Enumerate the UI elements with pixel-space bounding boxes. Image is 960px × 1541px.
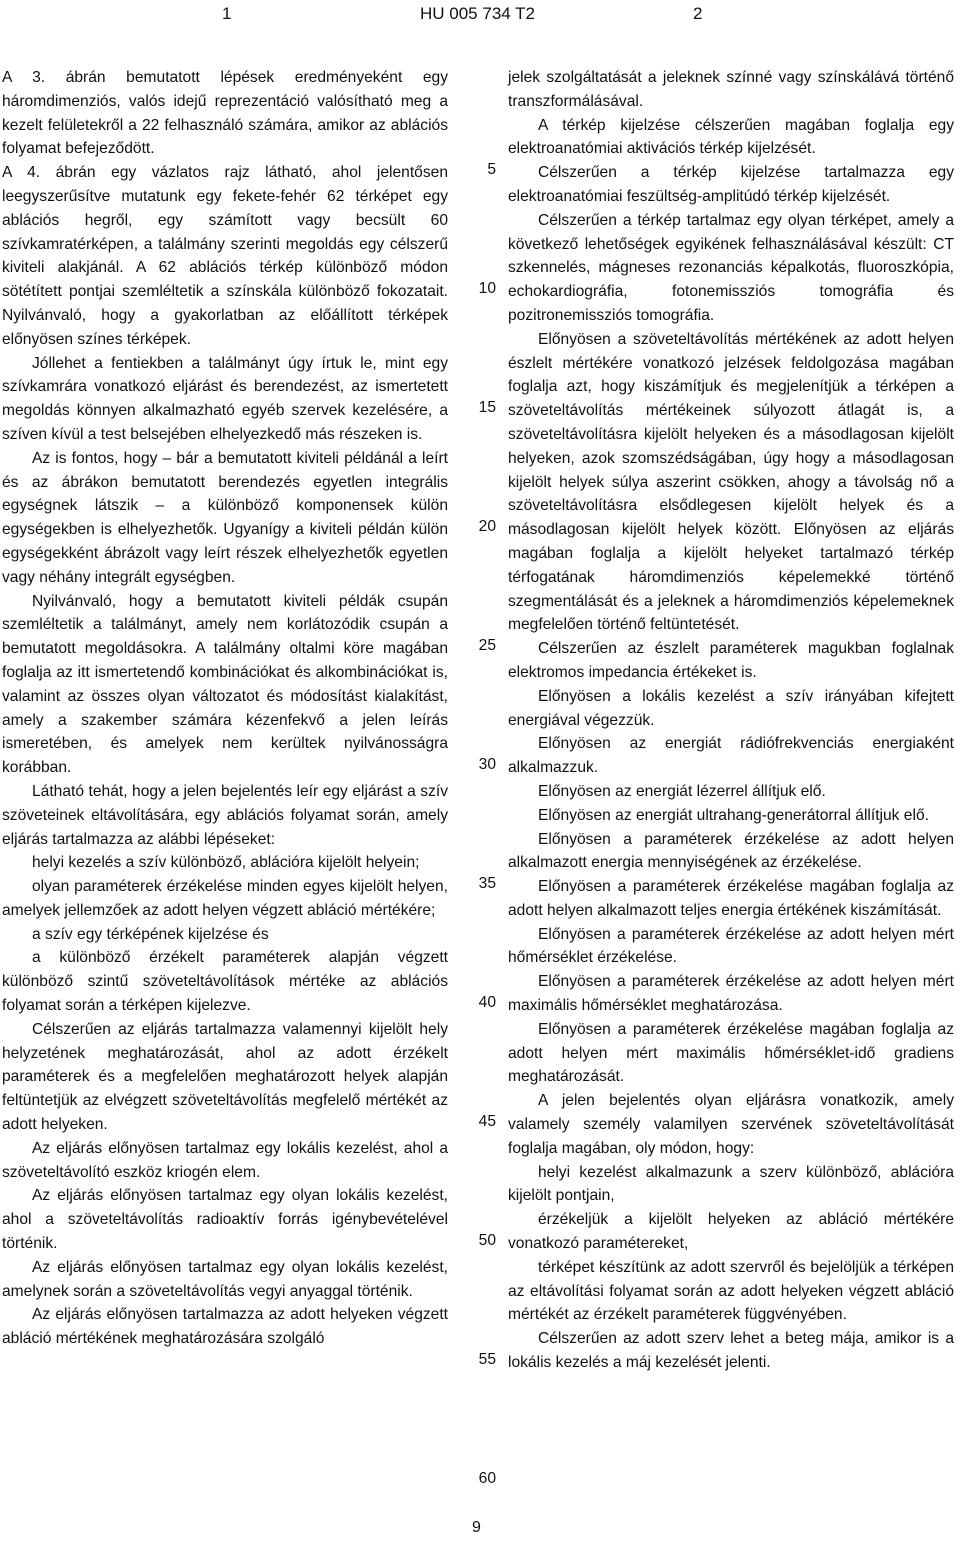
line-number: 5 bbox=[487, 161, 496, 178]
paragraph: jelek szolgáltatását a jeleknek színné vagy színskálává történő transzformálásával. bbox=[508, 69, 954, 110]
paragraph: Előnyösen a lokális kezelést a szív irányában kifejtett energiával végezzük. bbox=[508, 687, 954, 729]
paragraph: Előnyösen az energiát rádiófrekvenciás energiaként alkalmazzuk. bbox=[508, 735, 954, 777]
header-page-right: 2 bbox=[693, 4, 703, 23]
list-item: térképet készítünk az adott szervről és bejelöljük a térképen az eltávolítási folyamat során az adott helyeken végzett abláció mértékét az érzékelt paraméterek függvényében. bbox=[508, 1258, 954, 1324]
paragraph: Célszerűen a térkép tartalmaz egy olyan térképet, amely a következő lehetőségek egyikének felhasználásával készült: CT szkennelés, mágneses rezonanciás képalkotás, fluoroszkópia, echokardiográfia, fotonemissziós tomográfia és pozitronemissziós tomográfia. bbox=[508, 211, 954, 324]
list-item: olyan paraméterek érzékelése minden egyes kijelölt helyen, amelyek jellemzőek az adott helyen végzett abláció mértékére; bbox=[2, 878, 448, 919]
paragraph: Nyilvánvaló, hogy a bemutatott kiviteli példák csupán szemléltetik a találmányt, amely nem korlátozódik csupán a bemutatott megoldásokra. A találmány oltalmi köre magában foglalja az itt ismertetendő kombinációkat és alkombinációkat is, valamint az összes olyan változatot és módosítást kialakítást, amely a szakember számára kézenfekvő a jelen leírás ismeretében, és amelyek nem kerültek nyilvánosságra korábban. bbox=[2, 592, 448, 777]
list-item: helyi kezelést alkalmazunk a szerv különböző, ablációra kijelölt pontjain, bbox=[508, 1163, 954, 1205]
line-number: 60 bbox=[478, 1470, 496, 1487]
header-document-id: HU 005 734 T2 bbox=[420, 4, 535, 23]
line-number: 45 bbox=[478, 1113, 496, 1130]
paragraph: Célszerűen az eljárás tartalmazza valamennyi kijelölt hely helyzetének meghatározását, ahol az adott érzékelt paraméterek és a megfelelően meghatározott helyek alapján feltüntetjük az elvégzett szöveteltávolítás megfelelő mértékét az adott helyeken. bbox=[2, 1020, 448, 1134]
list-item: a különböző érzékelt paraméterek alapján végzett különböző szintű szöveteltávolítások mértéke az ablációs folyamat során a térképen kijelezve. bbox=[2, 949, 448, 1015]
paragraph: Jóllehet a fentiekben a találmányt úgy írtuk le, mint egy szívkamrára vonatkozó eljárást és berendezést, az ismertetett megoldás könnyen alkalmazható egyéb szervek kezelésére, a szíven kívül a test belsejében elhelyezkedő más részeken is. bbox=[2, 354, 448, 443]
paragraph: A jelen bejelentés olyan eljárásra vonatkozik, amely valamely személy valamilyen szervének szöveteltávolítását foglalja magában, oly módon, hogy: bbox=[508, 1092, 954, 1157]
left-text-column bbox=[2, 66, 448, 1351]
line-number: 20 bbox=[478, 518, 496, 535]
list-item: helyi kezelés a szív különböző, ablációra kijelölt helyein; bbox=[32, 854, 420, 872]
paragraph: Előnyösen a szöveteltávolítás mértékének az adott helyen észlelt mértékére vonatkozó jelzések feldolgozása magában foglalja azt, hogy kiszámítjuk és megjelenítjük a térképen a szöveteltávolítás mértékeinek súlyozott átlagát is, a szöveteltávolításra kijelölt helyeken és a másodlagosan kijelölt helyeken, azok szomszédságában, úgy hogy a másodlagosan kijelölt helyek súlya aszerint csökken, ahogy a távolság nő a szöveteltávolításra elsődlegesen kijelölt helyek és a másodlagosan kijelölt helyek között. Előnyösen az eljárás magában foglalja a kijelölt helyeket tartalmazó térkép térfogatának háromdimenziós képelemekké történő szegmentálását és a jeleknek a háromdimenziós képelemeknek megfelelően történő feltüntetését. bbox=[508, 330, 954, 634]
paragraph: Előnyösen az energiát ultrahang-generátorral állítjuk elő. bbox=[538, 806, 929, 824]
paragraph: A 4. ábrán egy vázlatos rajz látható, ahol jelentősen leegyszerűsítve mutatunk egy fekete-fehér 62 térképet egy ablációs hegről, egy számított vagy becsült 60 szívkamratérképen, a találmány szerinti megoldás egy célszerű kiviteli alakjánál. A 62 ablációs térkép különböző módon sötétített pontjai szemléltetik a színskála különböző fokozatait. Nyilvánvaló, hogy a gyakorlatban az előállított térképek előnyösen színes térképek. bbox=[2, 164, 448, 348]
paragraph: Célszerűen az észlelt paraméterek magukban foglalnak elektromos impedancia értékeket is. bbox=[508, 640, 954, 681]
paragraph: Előnyösen a paraméterek érzékelése magában foglalja az adott helyen mért maximális hőmérséklet-idő gradiens meghatározását. bbox=[508, 1020, 954, 1086]
paragraph: Előnyösen a paraméterek érzékelése magában foglalja az adott helyen alkalmazott teljes energia értékének kiszámítását. bbox=[508, 878, 954, 919]
line-number: 15 bbox=[478, 399, 496, 416]
line-number: 55 bbox=[478, 1351, 496, 1368]
paragraph: Az eljárás előnyösen tartalmaz egy lokális kezelést, ahol a szöveteltávolító eszköz kriogén elem. bbox=[2, 1139, 448, 1181]
paragraph: Célszerűen a térkép kijelzése tartalmazza egy elektroanatómiai feszültség-amplitúdó térkép kijelzését. bbox=[508, 164, 954, 205]
paragraph: Az is fontos, hogy – bár a bemutatott kiviteli példánál a leírt és az ábrákon bemutatott berendezés egyetlen integrális egységnek látszik – a különböző komponensek külön egységekben is elhelyezhetők. Ugyanígy a kiviteli példán külön egységekként ábrázolt vagy leírt részek elhelyezhetők egyetlen vagy néhány integrált egységben. bbox=[2, 449, 448, 586]
paragraph: Előnyösen a paraméterek érzékelése az adott helyen mért hőmérséklet érzékelése. bbox=[508, 925, 954, 967]
paragraph: Az eljárás előnyösen tartalmaz egy olyan lokális kezelést, ahol a szöveteltávolítás radioaktív forrás igénybevételével történik. bbox=[2, 1187, 448, 1253]
line-number: 50 bbox=[478, 1232, 496, 1249]
paragraph: Célszerűen az adott szerv lehet a beteg mája, amikor is a lokális kezelés a máj kezelését jelenti. bbox=[508, 1330, 954, 1372]
right-text-column bbox=[508, 66, 954, 1375]
line-number: 30 bbox=[478, 756, 496, 773]
paragraph: Az eljárás előnyösen tartalmaz egy olyan lokális kezelést, amelynek során a szöveteltávolítás vegyi anyaggal történik. bbox=[2, 1258, 448, 1300]
list-item: a szív egy térképének kijelzése és bbox=[32, 925, 269, 943]
header-page-left: 1 bbox=[222, 4, 232, 23]
line-number: 35 bbox=[478, 875, 496, 892]
page-number: 9 bbox=[472, 1519, 481, 1536]
line-number: 25 bbox=[478, 637, 496, 654]
paragraph: Előnyösen a paraméterek érzékelése az adott helyen mért maximális hőmérséklet meghatározása. bbox=[508, 973, 954, 1015]
list-item: érzékeljük a kijelölt helyeken az abláció mértékére vonatkozó paramétereket, bbox=[508, 1211, 954, 1253]
paragraph: A térkép kijelzése célszerűen magában foglalja egy elektroanatómiai aktivációs térkép kijelzését. bbox=[508, 116, 954, 158]
paragraph: Előnyösen az energiát lézerrel állítjuk elő. bbox=[538, 782, 826, 800]
line-number: 10 bbox=[478, 280, 496, 297]
line-number: 40 bbox=[478, 994, 496, 1011]
paragraph: A 3. ábrán bemutatott lépések eredményeként egy háromdimenziós, valós idejű reprezentáció valósítható meg a kezelt felületekről a 22 felhasználó számára, amikor az ablációs folyamat befejeződött. bbox=[2, 69, 448, 158]
paragraph: Az eljárás előnyösen tartalmazza az adott helyeken végzett abláció mértékének meghatározására szolgáló bbox=[2, 1306, 448, 1348]
paragraph: Előnyösen a paraméterek érzékelése az adott helyen alkalmazott energia mennyiségének az érzékelése. bbox=[508, 830, 954, 872]
paragraph: Látható tehát, hogy a jelen bejelentés leír egy eljárást a szív szöveteinek eltávolítására, egy ablációs folyamat során, amely eljárás tartalmazza az alábbi lépéseket: bbox=[2, 782, 448, 848]
